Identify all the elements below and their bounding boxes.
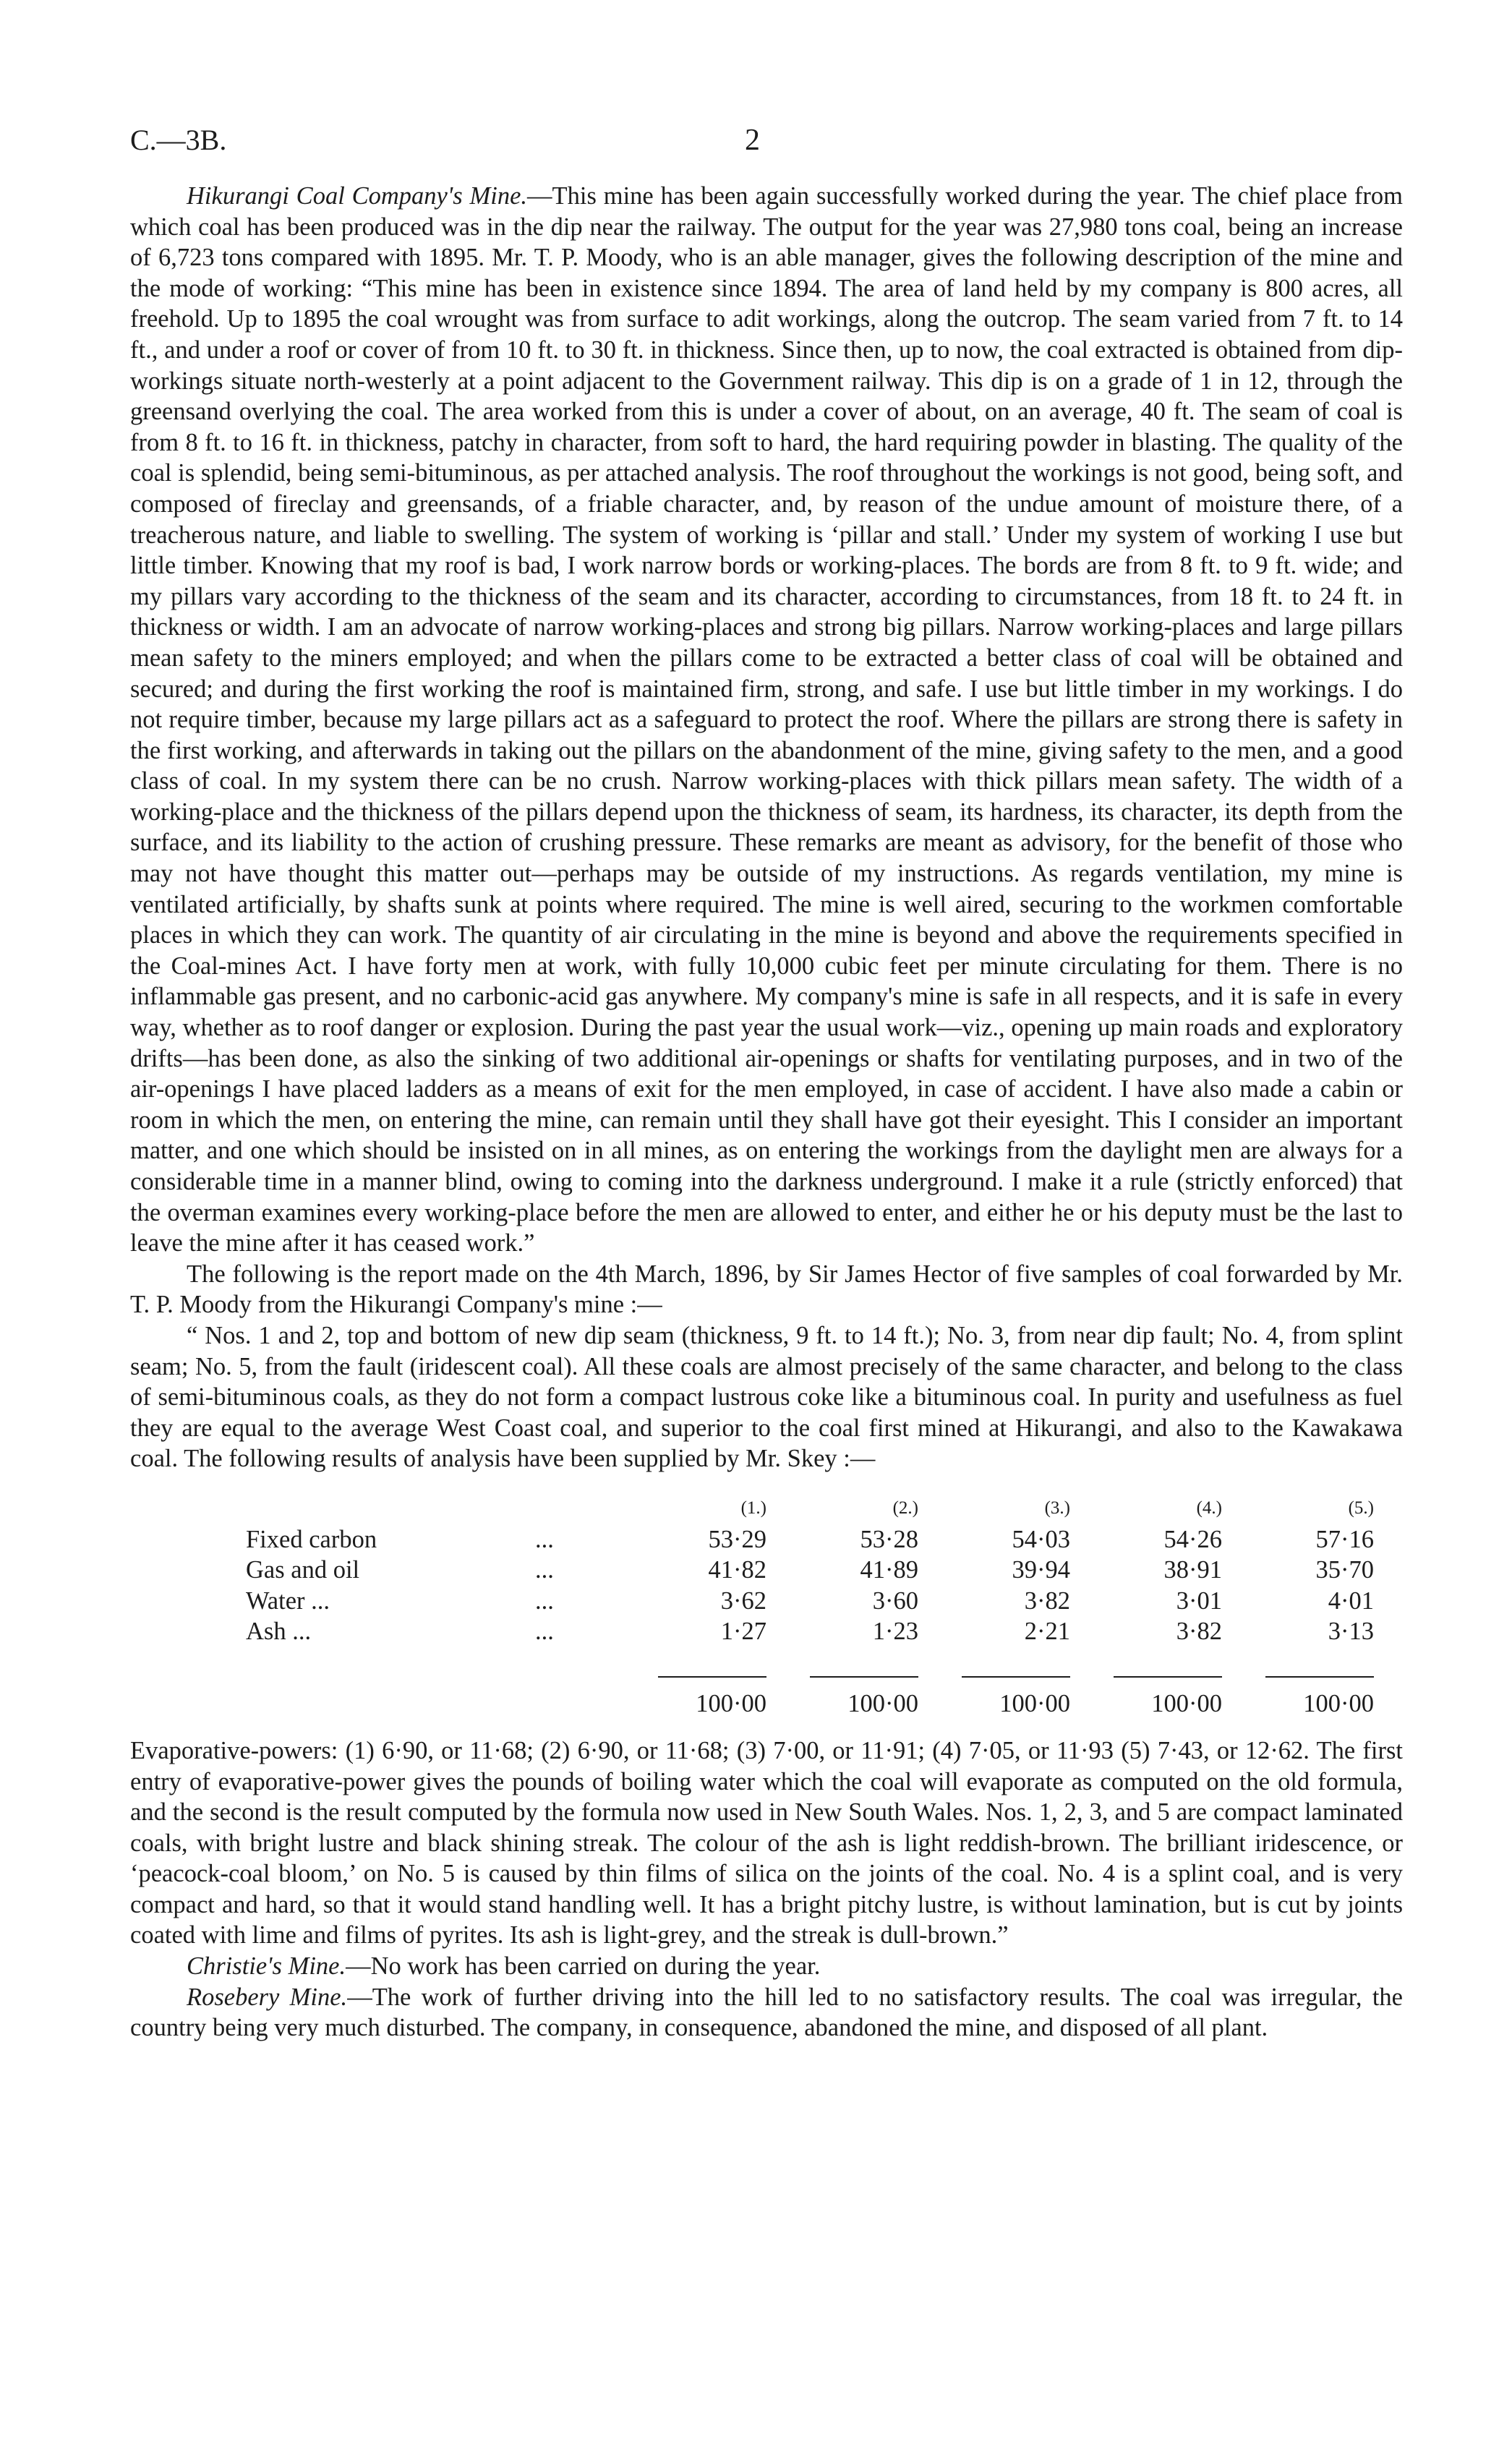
section-title-rosebery: Rosebery Mine. [187,1983,348,2011]
row-label: Ash ... [246,1618,312,1646]
table-cell: 3·82 [1176,1618,1222,1646]
table-cell: 3·01 [1176,1586,1222,1615]
table-cell: 54·26 [1163,1525,1222,1553]
table-cell: 35·70 [1315,1556,1374,1584]
paragraph-rosebery [130,1982,1403,2043]
column-header: (3.) [1044,1498,1070,1518]
table-cell: 53·29 [708,1525,766,1553]
document-reference: C.—3B. [130,124,227,156]
paragraph-hikurangi-text: —This mine has been again successfully worked during the year. The chief place from which coal has been produced was in the dip near the railway. The output for the year was 27,980 tons coal, being an increase of 6,723 tons compared with 1895. Mr. T. P. Moody, who is an able manager, gives the following description of the mine and the mode of working: “This mine has been in existence since 1894. The area of land held by my company is 800 acres, all freehold. Up to 1895 the coal wrought was from surface to adit workings, along the outcrop. The seam varied from 7 ft. to 14 ft., and under a roof or cover of from 10 ft. to 30 ft. in thickness. Since then, up to now, the coal extracted is obtained from dip-workings situate north-westerly at a point adjacent to the Government railway. This dip is on a grade of 1 in 12, through the greensand overlying the coal. The area worked from this is under a cover of about, on an average, 40 ft. The seam of coal is from 8 ft. to 16 ft. in thickness, patchy in character, from soft to hard, the hard requiring powder in blasting. The quality of the coal is splendid, being semi-bituminous, as per attached analysis. The roof throughout the workings is not good, being soft, and composed of fireclay and greensands, of a friable character, and, by reason of the undue amount of moisture there, of a treacherous nature, and liable to swelling. The system of working is ‘pillar and stall.’ Under my system of working I use but little timber. Knowing that my roof is bad, I work narrow bords or working-places. The bords are from 8 ft. to 9 ft. wide; and my pillars vary according to the thickness of the seam and its character, according to circumstances, from 18 ft. to 24 ft. in thickness or width. I am an advocate of narrow working-places and strong big pillars. Narrow working-places and large pillars mean safety to the miners employed; and when the pillars come to be extracted a better class of coal will be obtained and secured; and during the first working the roof is maintained firm, strong, and safe. I use but little timber in my workings. I do not require timber, because my large pillars act as a safeguard to protect the roof. Where the pillars are strong there is safety in the first working, and afterwards in taking out the pillars on the abandonment of the mine, giving safety to the men, and a good class of coal. In my system there can be no crush. Narrow working-places with thick pillars mean safety. The width of a working-place and the thickness of the pillars depend upon the thickness of seam, its hardness, its character, its depth from the surface, and its liability to the action of crushing pressure. These remarks are meant as advisory, for the benefit of those who may not have thought this matter out—perhaps may be outside of my instructions. As regards ventilation, my mine is ventilated artificially, by shafts sunk at points where required. The mine is well aired, securing to the workmen comfortable places in which they can work. The quantity of air circulating in the mine is beyond and above the requirements specified in the Coal-mines Act. I have forty men at work, with fully 10,000 cubic feet per minute circulating for them. There is no inflammable gas present, and no carbonic-acid gas anywhere. My company's mine is safe in all respects, and it is safe in every way, whether as to roof danger or explosion. During the past year the usual work—viz., opening up main roads and exploratory drifts—has been done, as also the sinking of two additional air-openings or shafts for ventilating purposes, and in two of the air-openings I have placed ladders as a means of exit for the men employed, in case of accident. I have also made a cabin or room in which the men, on entering the mine, can remain until they shall have got their eyesight. This I consider an important matter, and one which should be insisted on in all mines, as on entering the workings from the daylight men are always for a considerable time in a manner blind, owing to coming into the darkness underground. I make it a rule (strictly enforced) that the overman examines every working-place before the men are allowed to enter, and either he or his deputy must be the last to leave the mine after it has ceased work.” [130,182,1403,1257]
table-cell: 3·82 [1024,1586,1070,1615]
total-cell: 100·00 [847,1690,918,1718]
total-cell: 100·00 [1303,1690,1374,1718]
page-number: 2 [745,124,760,157]
section-title-christie: Christie's Mine. [187,1952,346,1981]
table-cell: 1·27 [720,1618,766,1646]
table-cell: 38·91 [1163,1556,1222,1584]
total-cell: 100·00 [696,1690,766,1718]
table-cell: 3·62 [720,1586,766,1615]
total-rule [1265,1663,1374,1678]
table-row [246,1555,1374,1586]
table-cell: 53·28 [860,1525,918,1553]
row-label: Gas and oil [246,1556,360,1584]
analysis-header-row [246,1493,1374,1524]
row-label: Water ... [246,1586,330,1615]
table-row [246,1524,1374,1555]
body-text [130,181,1403,2043]
total-cell: 100·00 [1151,1690,1222,1718]
table-cell: 41·82 [708,1556,766,1584]
paragraph-christie [130,1951,1403,1982]
table-cell: 3·60 [872,1586,918,1615]
row-dots: ... [535,1525,554,1553]
paragraph-evaporative: Evaporative-powers: (1) 6·90, or 11·68; (2) 6·90, or 11·68; (3) 7·00, or 11·91; (4) 7·05, or 11·93 (5) 7·43, or 12·62. The first entry of evaporative-power gives the pounds of boiling water which the coal will evaporate as computed on the old formula, and the second is the result computed by the formula now used in New South Wales. Nos. 1, 2, 3, and 5 are compact laminated coals, with bright lustre and black shining streak. The colour of the ash is light reddish-brown. The brilliant iridescence, or ‘peacock-coal bloom,’ on No. 5 is caused by thin films of silica on the joints of the coal. No. 4 is a splint coal, and is very compact and hard, so that it would stand handling well. It has a bright pitchy lustre, is without lamination, but is cut by joints coated with lime and films of pyrites. Its ash is light-grey, and the streak is dull-brown.” [130,1736,1403,1949]
row-dots: ... [535,1556,554,1584]
total-rule [658,1663,766,1678]
table-cell: 57·16 [1315,1525,1374,1553]
table-cell: 41·89 [860,1556,918,1584]
analysis-table [246,1493,1374,1720]
row-label: Fixed carbon [246,1525,377,1553]
paragraph-report-quote: “ Nos. 1 and 2, top and bottom of new dip seam (thickness, 9 ft. to 14 ft.); No. 3, from near dip fault; No. 4, from splint seam; No. 5, from the fault (iridescent coal). All these coals are almost precisely of the same character, and belong to the class of semi-bituminous coals, as they do not form a compact lustrous coke like a bituminous coal. In purity and usefulness as fuel they are equal to the average West Coast coal, and superior to the coal first mined at Hikurangi, and also to the Kawakawa coal. The following results of analysis have been supplied by Mr. Skey :— [130,1321,1403,1473]
table-cell: 39·94 [1012,1556,1070,1584]
total-rule [962,1663,1070,1678]
document-page [130,123,1403,2043]
page-header [130,123,1403,181]
paragraph-rosebery-text: —The work of further driving into the hill led to no satisfactory results. The coal was irregular, the country being very much disturbed. The company, in consequence, abandoned the mine, and disposed of all plant. [130,1983,1403,2042]
total-row [246,1678,1374,1720]
column-header: (2.) [892,1498,918,1518]
total-rule [1114,1663,1222,1678]
total-rule [810,1663,918,1678]
column-header: (5.) [1348,1498,1374,1518]
column-header: (1.) [740,1498,766,1518]
table-cell: 3·13 [1328,1618,1374,1646]
table-row [246,1586,1374,1617]
table-row [246,1616,1374,1647]
paragraph-report-intro: The following is the report made on the 4th March, 1896, by Sir James Hector of five samples of coal forwarded by Mr. T. P. Moody from the Hikurangi Company's mine :— [130,1260,1403,1319]
row-dots: ... [535,1618,554,1646]
paragraph-hikurangi [130,181,1403,1259]
table-cell: 2·21 [1024,1618,1070,1646]
table-cell: 54·03 [1012,1525,1070,1553]
paragraph-christie-text: —No work has been carried on during the year. [346,1952,821,1981]
total-cell: 100·00 [999,1690,1070,1718]
table-cell: 4·01 [1328,1586,1374,1615]
row-dots: ... [535,1586,554,1615]
section-title-hikurangi: Hikurangi Coal Company's Mine. [187,182,528,210]
column-header: (4.) [1196,1498,1222,1518]
table-cell: 1·23 [872,1618,918,1646]
total-rule-row [246,1647,1374,1678]
